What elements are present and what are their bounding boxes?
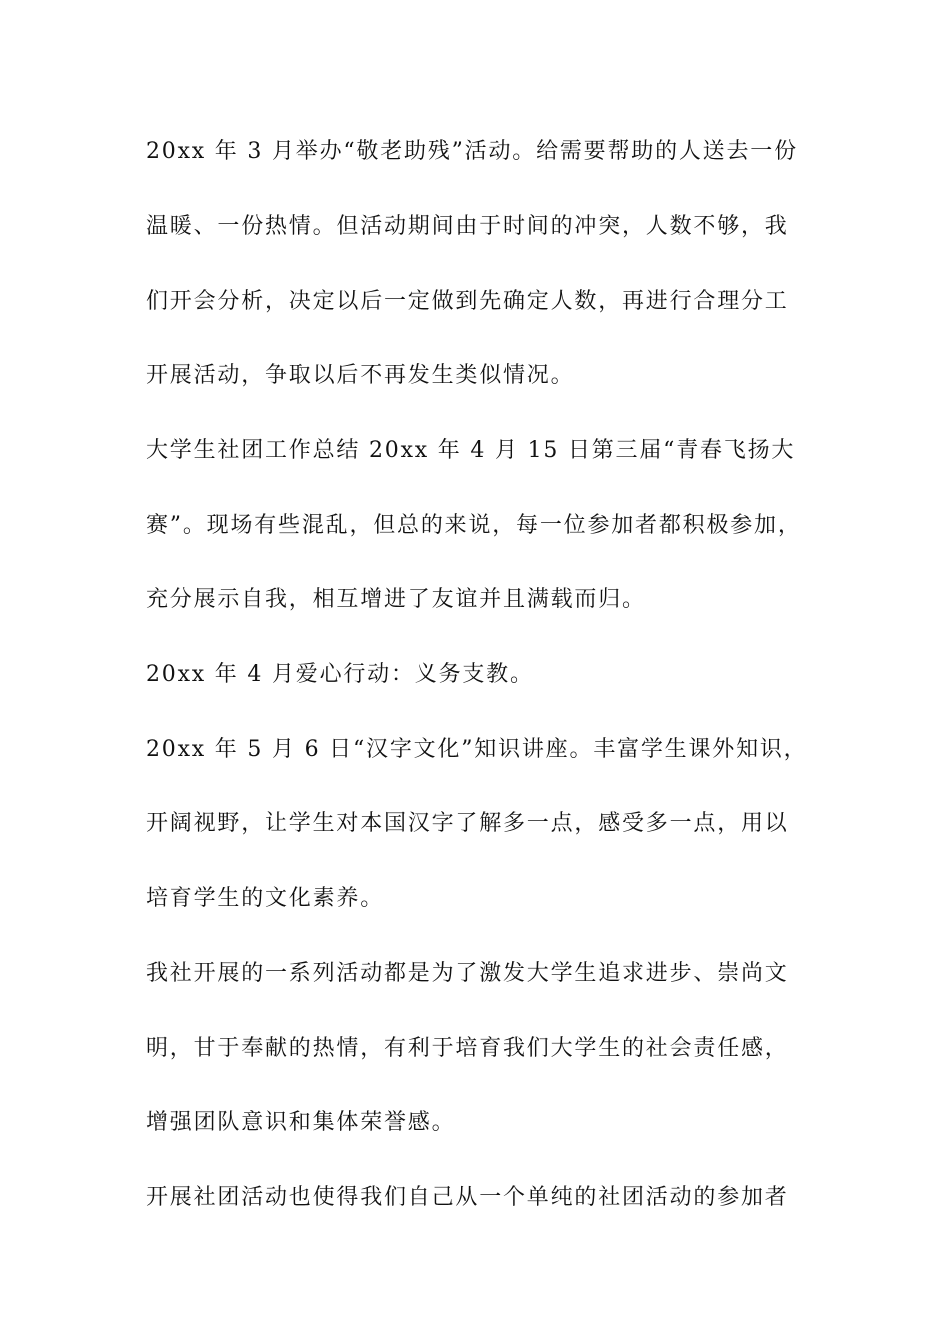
text-line: 我社开展的一系列活动都是为了激发大学生追求进步、崇尚文 <box>146 961 789 986</box>
text-line: 赛”。现场有些混乱，但总的来说，每一位参加者都积极参加， <box>146 513 802 538</box>
text-line: 增强团队意识和集体荣誉感。 <box>146 1110 456 1135</box>
text-line: 20xx 年 4 月爱心行动：义务支教。 <box>146 662 534 687</box>
text-line: 充分展示自我，相互增进了友谊并且满载而归。 <box>146 587 646 612</box>
text-line: 们开会分析，决定以后一定做到先确定人数，再进行合理分工 <box>146 289 789 314</box>
text-line: 开展社团活动也使得我们自己从一个单纯的社团活动的参加者 <box>146 1185 789 1210</box>
text-line: 大学生社团工作总结 20xx 年 4 月 15 日第三届“青春飞扬大 <box>146 438 796 463</box>
text-line: 开展活动，争取以后不再发生类似情况。 <box>146 363 575 388</box>
text-line: 培育学生的文化素养。 <box>146 886 385 911</box>
text-line: 开阔视野，让学生对本国汉字了解多一点，感受多一点，用以 <box>146 811 789 836</box>
text-line: 20xx 年 5 月 6 日“汉字文化”知识讲座。丰富学生课外知识， <box>146 737 808 762</box>
text-line: 明，甘于奉献的热情，有利于培育我们大学生的社会责任感， <box>146 1036 789 1061</box>
text-line: 温暖、一份热情。但活动期间由于时间的冲突，人数不够，我 <box>146 214 789 239</box>
text-line: 20xx 年 3 月举办“敬老助残”活动。给需要帮助的人送去一份 <box>146 139 798 164</box>
